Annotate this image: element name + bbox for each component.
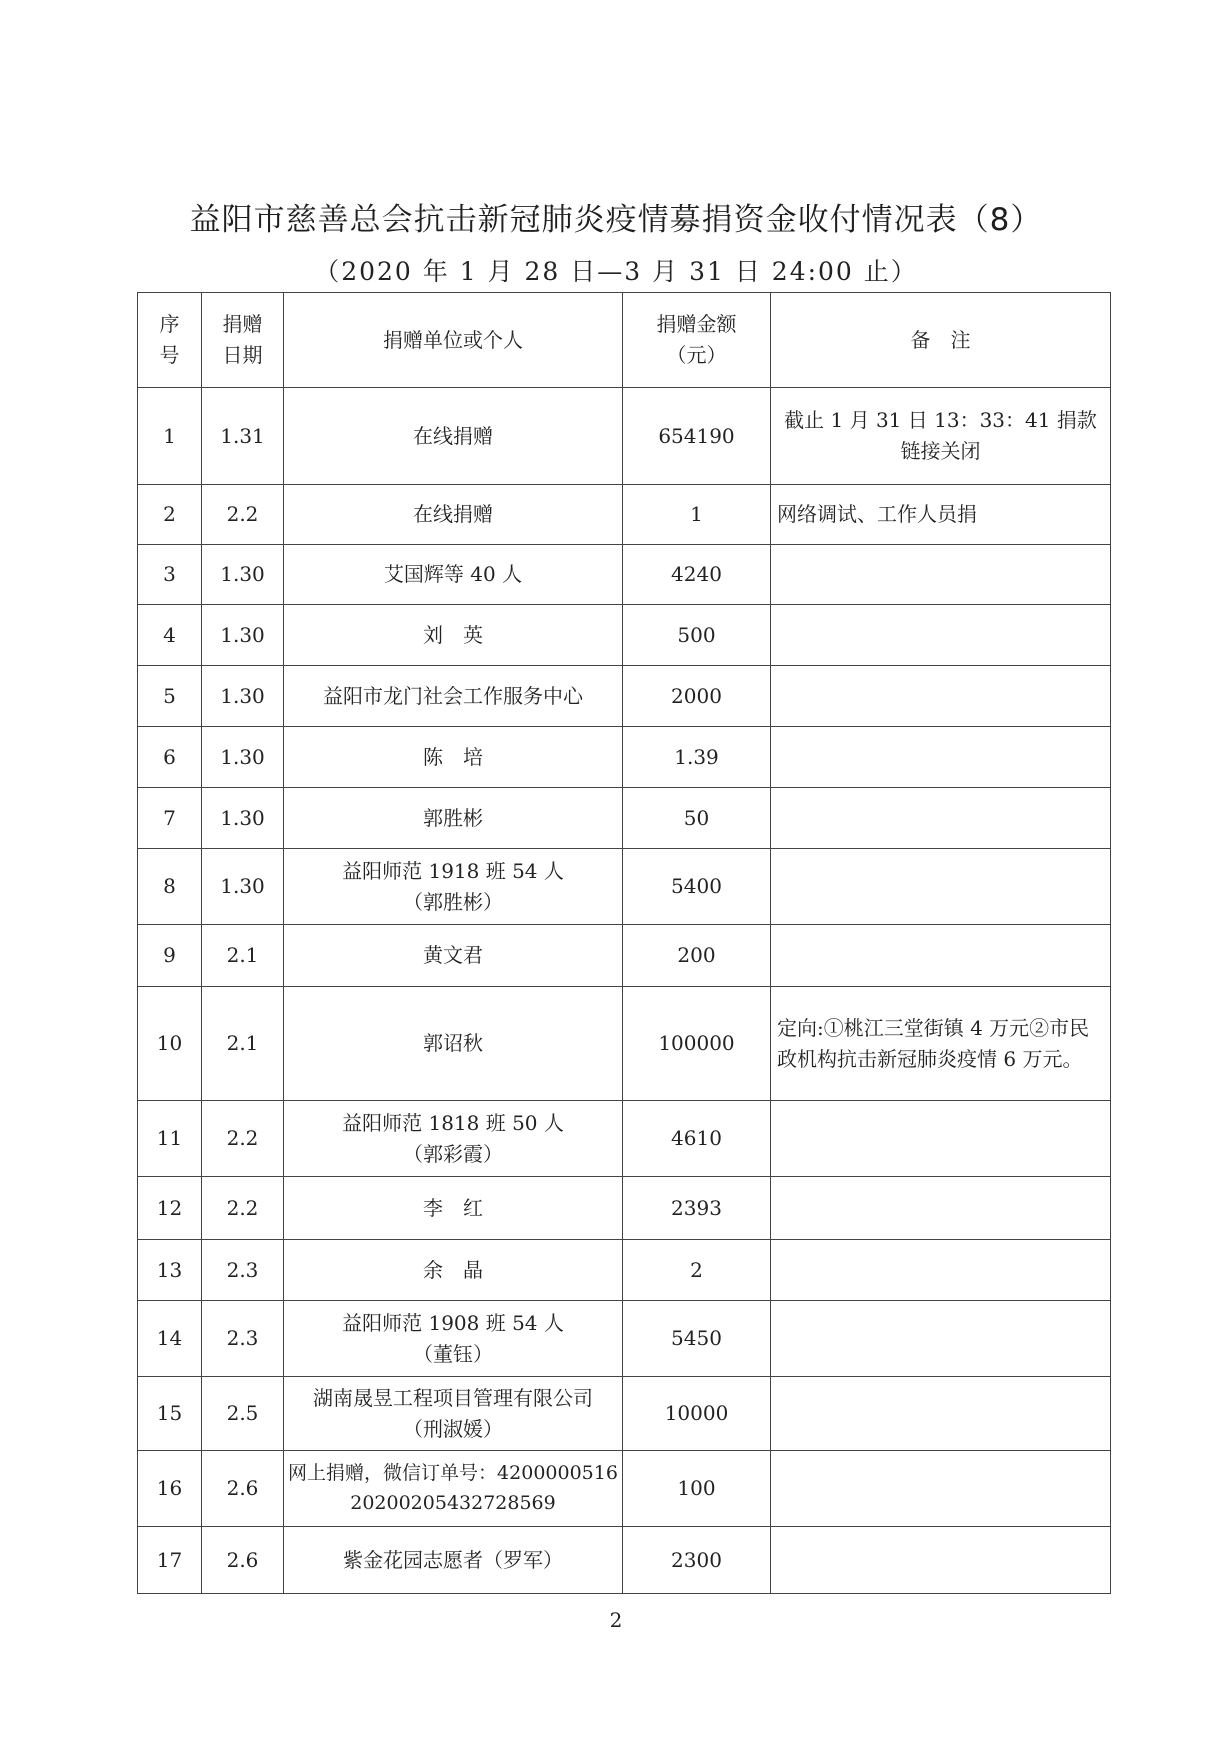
cell-note bbox=[771, 1177, 1111, 1240]
cell-no: 15 bbox=[138, 1377, 202, 1451]
cell-amount: 1 bbox=[623, 485, 771, 545]
cell-note bbox=[771, 1101, 1111, 1177]
header-date: 捐赠日期 bbox=[202, 293, 284, 388]
table-row bbox=[138, 1240, 1111, 1301]
cell-date: 1.30 bbox=[202, 545, 284, 605]
cell-no: 1 bbox=[138, 388, 202, 485]
cell-no: 14 bbox=[138, 1301, 202, 1377]
cell-date: 2.1 bbox=[202, 987, 284, 1101]
cell-no: 9 bbox=[138, 925, 202, 987]
cell-no: 3 bbox=[138, 545, 202, 605]
header-note: 备 注 bbox=[771, 293, 1111, 388]
cell-donor: 在线捐赠 bbox=[284, 388, 623, 485]
cell-note: 定向:①桃江三堂街镇 4 万元②市民政机构抗击新冠肺炎疫情 6 万元。 bbox=[771, 987, 1111, 1101]
cell-no: 16 bbox=[138, 1451, 202, 1527]
cell-note bbox=[771, 849, 1111, 925]
table-row bbox=[138, 1527, 1111, 1594]
cell-amount: 2 bbox=[623, 1240, 771, 1301]
cell-amount: 50 bbox=[623, 788, 771, 849]
cell-date: 2.3 bbox=[202, 1301, 284, 1377]
cell-date: 1.31 bbox=[202, 388, 284, 485]
table-row bbox=[138, 1177, 1111, 1240]
table-row bbox=[138, 1451, 1111, 1527]
table-row bbox=[138, 788, 1111, 849]
cell-donor: 在线捐赠 bbox=[284, 485, 623, 545]
cell-donor: 湖南晟昱工程项目管理有限公司（刑淑媛） bbox=[284, 1377, 623, 1451]
cell-no: 4 bbox=[138, 605, 202, 666]
table-row bbox=[138, 727, 1111, 788]
cell-donor: 益阳市龙门社会工作服务中心 bbox=[284, 666, 623, 727]
table-row bbox=[138, 388, 1111, 485]
table-row bbox=[138, 485, 1111, 545]
cell-note bbox=[771, 666, 1111, 727]
cell-date: 2.6 bbox=[202, 1527, 284, 1594]
cell-donor: 黄文君 bbox=[284, 925, 623, 987]
cell-amount: 500 bbox=[623, 605, 771, 666]
cell-amount: 4610 bbox=[623, 1101, 771, 1177]
header-no: 序号 bbox=[138, 293, 202, 388]
cell-no: 6 bbox=[138, 727, 202, 788]
table-row bbox=[138, 987, 1111, 1101]
cell-note bbox=[771, 1240, 1111, 1301]
table-row bbox=[138, 605, 1111, 666]
cell-date: 2.2 bbox=[202, 485, 284, 545]
cell-donor: 陈 培 bbox=[284, 727, 623, 788]
cell-no: 2 bbox=[138, 485, 202, 545]
cell-amount: 2000 bbox=[623, 666, 771, 727]
cell-date: 1.30 bbox=[202, 727, 284, 788]
cell-note bbox=[771, 605, 1111, 666]
cell-date: 2.3 bbox=[202, 1240, 284, 1301]
table-header-row bbox=[138, 293, 1111, 388]
table-row bbox=[138, 545, 1111, 605]
table-row bbox=[138, 666, 1111, 727]
cell-date: 1.30 bbox=[202, 788, 284, 849]
cell-amount: 100 bbox=[623, 1451, 771, 1527]
cell-donor: 余 晶 bbox=[284, 1240, 623, 1301]
table-row bbox=[138, 925, 1111, 987]
cell-donor: 郭胜彬 bbox=[284, 788, 623, 849]
cell-amount: 2393 bbox=[623, 1177, 771, 1240]
cell-note bbox=[771, 788, 1111, 849]
cell-date: 1.30 bbox=[202, 605, 284, 666]
cell-amount: 4240 bbox=[623, 545, 771, 605]
cell-no: 12 bbox=[138, 1177, 202, 1240]
cell-amount: 200 bbox=[623, 925, 771, 987]
document-title: 益阳市慈善总会抗击新冠肺炎疫情募捐资金收付情况表（8） bbox=[189, 202, 1043, 238]
cell-amount: 1.39 bbox=[623, 727, 771, 788]
header-amount: 捐赠金额（元） bbox=[623, 293, 771, 388]
cell-no: 17 bbox=[138, 1527, 202, 1594]
cell-amount: 100000 bbox=[623, 987, 771, 1101]
donation-table bbox=[137, 292, 1111, 1594]
cell-donor: 益阳师范 1818 班 50 人（郭彩霞） bbox=[284, 1101, 623, 1177]
cell-note bbox=[771, 925, 1111, 987]
cell-no: 10 bbox=[138, 987, 202, 1101]
cell-no: 13 bbox=[138, 1240, 202, 1301]
table-row bbox=[138, 1301, 1111, 1377]
cell-no: 5 bbox=[138, 666, 202, 727]
cell-date: 2.2 bbox=[202, 1177, 284, 1240]
cell-note bbox=[771, 1527, 1111, 1594]
cell-date: 2.6 bbox=[202, 1451, 284, 1527]
cell-donor: 益阳师范 1918 班 54 人（郭胜彬） bbox=[284, 849, 623, 925]
cell-donor: 郭诏秋 bbox=[284, 987, 623, 1101]
cell-date: 2.2 bbox=[202, 1101, 284, 1177]
cell-note bbox=[771, 727, 1111, 788]
table-row bbox=[138, 1377, 1111, 1451]
cell-no: 8 bbox=[138, 849, 202, 925]
cell-donor: 益阳师范 1908 班 54 人（董钰） bbox=[284, 1301, 623, 1377]
cell-no: 7 bbox=[138, 788, 202, 849]
page-number: 2 bbox=[609, 1608, 623, 1632]
cell-donor: 李 红 bbox=[284, 1177, 623, 1240]
table-row bbox=[138, 1101, 1111, 1177]
cell-date: 2.1 bbox=[202, 925, 284, 987]
cell-amount: 654190 bbox=[623, 388, 771, 485]
table-row bbox=[138, 849, 1111, 925]
cell-note bbox=[771, 1301, 1111, 1377]
cell-donor: 紫金花园志愿者（罗军） bbox=[284, 1527, 623, 1594]
cell-note: 网络调试、工作人员捐 bbox=[771, 485, 1111, 545]
cell-no: 11 bbox=[138, 1101, 202, 1177]
cell-donor: 网上捐赠，微信订单号：4200000516202002054327285​69 bbox=[284, 1451, 623, 1527]
cell-amount: 5400 bbox=[623, 849, 771, 925]
cell-note: 截止 1 月 31 日 13：33：41 捐款链接关闭 bbox=[771, 388, 1111, 485]
cell-note bbox=[771, 1451, 1111, 1527]
header-donor: 捐赠单位或个人 bbox=[284, 293, 623, 388]
cell-donor: 刘 英 bbox=[284, 605, 623, 666]
document-subtitle: （2020 年 1 月 28 日—3 月 31 日 24:00 止） bbox=[314, 257, 918, 286]
cell-amount: 2300 bbox=[623, 1527, 771, 1594]
cell-date: 1.30 bbox=[202, 849, 284, 925]
cell-date: 2.5 bbox=[202, 1377, 284, 1451]
cell-amount: 5450 bbox=[623, 1301, 771, 1377]
cell-amount: 10000 bbox=[623, 1377, 771, 1451]
cell-note bbox=[771, 545, 1111, 605]
cell-note bbox=[771, 1377, 1111, 1451]
cell-donor: 艾国辉等 40 人 bbox=[284, 545, 623, 605]
cell-date: 1.30 bbox=[202, 666, 284, 727]
